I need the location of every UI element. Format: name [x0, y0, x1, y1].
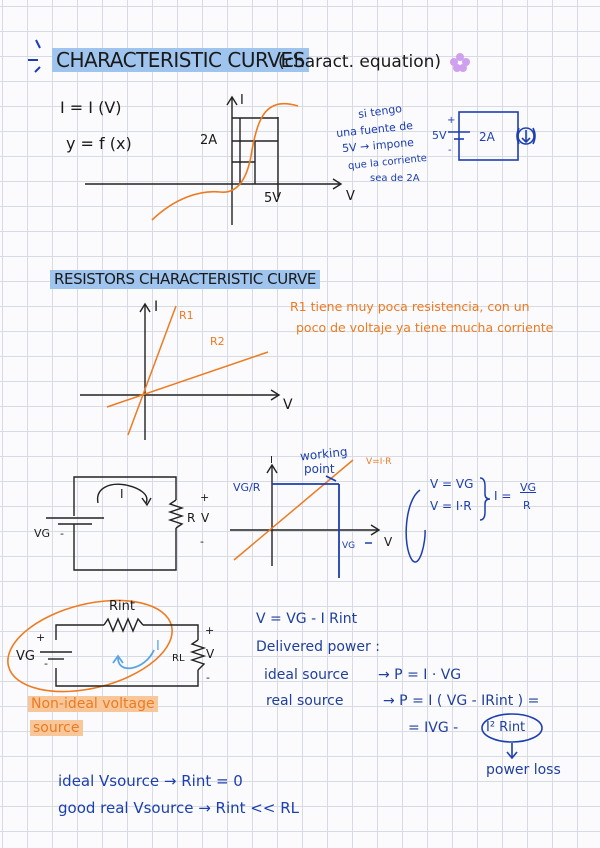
working-point-line-2: point — [304, 462, 335, 476]
heading-characteristic-curves: CHARACTERISTIC CURVES — [52, 48, 309, 72]
system-eq-2: V = I·R — [430, 499, 472, 513]
vg-over-r-tick: VG/R — [233, 481, 261, 494]
equation-v: V = VG - I Rint — [256, 611, 358, 627]
power-loss-arrow — [507, 743, 517, 758]
result-denominator: R — [523, 499, 531, 512]
circuit4-rl-label: RL — [172, 653, 185, 664]
resistance-note-line-1: R1 tiene muy poca resistencia, con un — [290, 299, 530, 314]
flower-icon — [450, 53, 470, 72]
real-source-eq-line-2: = IVG - — [408, 720, 459, 736]
result-numerator: VG — [520, 481, 537, 494]
note-line-4: que la corriente — [347, 152, 428, 173]
circuit3-plus: + — [200, 491, 210, 504]
summary-ideal-source: ideal Vsource → Rint = 0 — [58, 772, 243, 790]
resistor-circuit — [46, 477, 182, 570]
circuit4-v-minus: - — [206, 671, 210, 684]
graph1-tick-5v: 5V — [264, 191, 282, 206]
graph2-axis-i: I — [154, 299, 159, 315]
working-point-line-1: working — [299, 444, 349, 464]
circuit3-vg-minus: - — [60, 527, 64, 540]
circuit3-v-label: V — [201, 511, 210, 525]
circuit4-minus: - — [44, 657, 48, 670]
iv-graph-1 — [85, 97, 341, 225]
circuit4-v-label: V — [206, 647, 215, 661]
circuit3-vg-label: VG — [34, 527, 51, 540]
heading-charact-equation: (charact. equation) — [278, 52, 442, 72]
ideal-source-eq: → P = I · VG — [378, 667, 462, 683]
graph2-axis-v: V — [283, 397, 293, 413]
nonideal-label-line-2: source — [30, 720, 83, 736]
circuit4-plus: + — [36, 631, 46, 644]
equation-y-of-x: y = f (x) — [66, 134, 132, 153]
load-line-label: V=I·R — [366, 457, 392, 467]
delivered-power-heading: Delivered power : — [256, 639, 380, 655]
r1-line — [128, 306, 176, 435]
r2-line — [107, 352, 268, 407]
real-source-eq: → P = I ( VG - IRint ) = — [383, 693, 540, 709]
system-eq-1: V = VG — [430, 477, 474, 491]
resistance-note-line-2: poco de voltaje ya tiene mucha corriente — [296, 320, 554, 335]
load-line — [234, 460, 356, 560]
src-minus: - — [448, 145, 452, 156]
circuit4-current-label: I — [156, 639, 160, 654]
src-2a: 2A — [479, 130, 495, 144]
label-r2: R2 — [210, 335, 225, 348]
nonideal-label-line-1: Non-ideal voltage — [28, 696, 158, 712]
vg-tick: VG — [342, 541, 356, 551]
note-line-2: una fuente de — [335, 119, 414, 140]
nonideal-source-ellipse — [0, 585, 182, 707]
power-loss-term: I² Rint — [486, 720, 526, 735]
ideal-source-label: ideal source — [264, 667, 349, 683]
graph1-tick-2a: 2A — [200, 133, 218, 148]
graph1-axis-i: I — [240, 93, 244, 108]
power-loss-label: power loss — [486, 762, 561, 778]
graph3-axis-v: V — [384, 535, 393, 549]
circuit4-v-plus: + — [205, 624, 215, 637]
working-point-box — [272, 476, 339, 578]
circuit3-r-label: R — [187, 511, 196, 525]
real-source-label: real source — [266, 693, 344, 709]
summary-good-real-source: good real Vsource → Rint << RL — [58, 799, 299, 817]
title-accent-marks — [28, 40, 40, 72]
circuit3-current-label: I — [120, 487, 124, 501]
circuit3-minus: - — [200, 535, 204, 548]
note-line-1: si tengo — [357, 101, 403, 122]
note-line-5: sea de 2A — [370, 173, 420, 184]
iv-graph-2 — [80, 304, 279, 440]
circuit4-rint-label: Rint — [109, 599, 135, 614]
label-r1: R1 — [179, 309, 194, 322]
equation-i-of-v: I = I (V) — [60, 98, 122, 117]
circuit4-vg-label: VG — [16, 649, 35, 664]
heading-resistors-curve: RESISTORS CHARACTERISTIC CURVE — [50, 270, 320, 289]
graph3-axis-i: I — [270, 455, 273, 466]
src-plus: + — [447, 115, 456, 126]
result-i-equals: I = — [494, 489, 512, 503]
graph1-axis-v: V — [346, 189, 355, 204]
src-5v: 5V — [432, 129, 447, 142]
note-line-3: 5V → impone — [341, 135, 415, 156]
